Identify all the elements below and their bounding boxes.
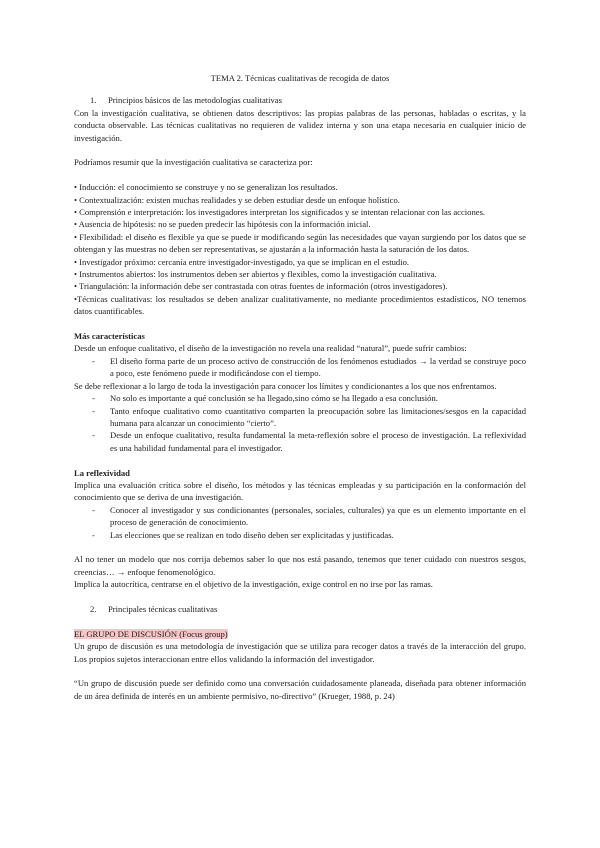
list-item: • Inducción: el conocimiento se construye y no se generalizan los resultados. [74,182,338,193]
list-item [92,529,526,541]
highlighted-heading: EL GRUPO DE DISCUSIÓN (Focus group) [74,628,228,639]
section-2-heading [90,603,526,615]
mas-mid: Se debe reflexionar a lo largo de toda la investigación para conocer los límites y condicionantes a los que nos enfrentamos. [74,380,497,391]
mas-caracteristicas-heading: Más características [74,331,145,342]
list-item-text: No solo es importante a qué conclusión se ha llegado,sino cómo se ha llegado a esa conclusión. [110,393,438,404]
dash-marker: - [92,504,95,515]
grupo-heading [74,628,526,640]
grupo-quote: “Un grupo de discusión puede ser definido como una conversación cuidadosamente planeada, diseñada para obtener información de un área definida de interés en un ambiente permisivo, no-directivo” (Krueger, 1988, p. 24) [74,678,526,701]
list-item: • Contextualización: existen muchas realidades y se deben estudiar desde un enfoque holístico. [74,194,400,205]
list-item [92,355,526,380]
summary-lead: Podríamos resumir que la investigación cualitativa se caracteriza por: [74,157,313,168]
reflexividad-lead: Implica una evaluación crítica sobre el diseño, los métodos y las técnicas empleadas y su participación en la conformación del conocimiento que se deriva de una investigación. [74,479,526,503]
section-1-heading [90,94,526,106]
document-page [74,72,526,702]
section-title: Principales técnicas cualitativas [108,603,218,614]
dash-marker: - [92,529,95,540]
reflexividad-heading: La reflexividad [74,467,130,478]
list-item: • Flexibilidad: el diseño es flexible ya que se puede ir modificando según las necesidades que vayan surgiendo por los datos que se obtengan y las muestras no deben ser representativas, se ajustarán a la información hasta la saturación de los datos. [74,231,526,255]
list-item: • Triangulación: la información debe ser contrastada con otras fuentes de información (otros investigadores). [74,281,448,292]
grupo-paragraph: Un grupo de discusión es una metodología de investigación que se utiliza para recoger datos a través de la interacción del grupo. Los propios sujetos interaccionan entre ellos validando la información del investigador. [74,641,526,664]
list-item-text: Las elecciones que se realizan en todo diseño deben ser explicitadas y justificadas. [110,529,394,540]
list-item [92,405,526,430]
dash-marker: - [92,355,95,366]
list-item: • Ausencia de hipótesis: no se pueden predecir las hipótesis con la información inicial. [74,219,371,230]
reflexividad-paragraph: Al no tener un modelo que nos corrija debemos saber lo que nos está pasando, tenemos que tener cuidado con nuestros sesgos, creencias… → enfoque fenomenológico. [74,554,526,577]
characteristics-list [74,181,526,317]
list-item: •Técnicas cualitativas: los resultados se deben analizar cualitativamente, no mediante procedimientos estadísticos, NO tenemos datos cuantificables. [74,293,526,317]
reflexividad-paragraph: Implica la autocrítica, centrarse en el objetivo de la investigación, exige control en no irse por las ramas. [74,579,433,590]
list-item: • Instrumentos abiertos: los instrumentos deben ser abiertos y flexibles, como la investigación cualitativa. [74,269,437,280]
list-item-text: Conocer al investigador y sus condicionantes (personales, sociales, culturales) ya que es un elemento importante en el proceso de generación de conocimiento. [110,504,526,528]
dash-marker: - [92,405,95,416]
section-number: 2. [90,603,97,614]
dash-marker: - [92,393,95,404]
section-number: 1. [90,95,97,106]
list-item: • Comprensión e interpretación: los investigadores interpretan los significados y se intentan relacionar con las acciones. [74,207,486,218]
list-item [92,429,526,454]
list-item-text: Tanto enfoque cualitativo como cuantitativo comparten la preocupación sobre las limitaciones/sesgos en la capacidad humana para alcanzar un conocimiento “cierto”. [110,405,526,428]
list-item: • Investigador próximo: cercanía entre investigador-investigado, ya que se implican en el estudio. [74,256,410,267]
mas-lead: Desde un enfoque cualitativo, el diseño de la investigación no revela una realidad “natural”, puede sufrir cambios: [74,343,467,354]
page-title: TEMA 2. Técnicas cualitativas de recogida de datos [210,73,390,83]
list-item [92,504,526,529]
intro-paragraph: Con la investigación cualitativa, se obtienen datos descriptivos: las propias palabras de las personas, habladas o escritas, y la conducta observable. Las técnicas cualitativas no requieren de validez interna y son una etapa necesaria en cualquier inicio de investigación. [74,107,526,143]
list-item [92,392,526,404]
list-item-text: Desde un enfoque cualitativo, resulta fundamental la meta-reflexión sobre el proceso de investigación. La reflexividad es una habilidad fundamental para el investigador. [110,430,526,453]
section-title: Principios básicos de las metodologías cualitativas [108,95,282,106]
list-item-text: El diseño forma parte de un proceso activo de construcción de los fenómenos estudiados → la verdad se construye poco a poco, este fenómeno puede ir modificándose con el tiempo. [110,355,526,379]
dash-marker: - [92,430,95,441]
